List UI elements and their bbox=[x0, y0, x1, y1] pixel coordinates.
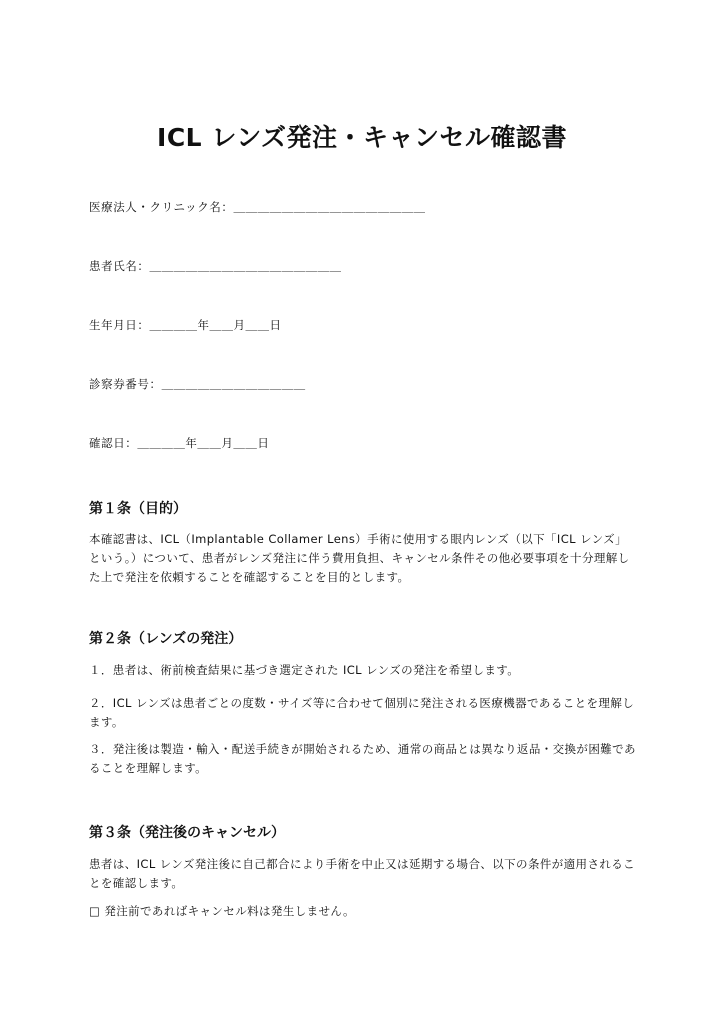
article-2-item-3: ３．発注後は製造・輸入・配送手続きが開始されるため、通常の商品とは異なり返品・交換が困難であることを理解します。 bbox=[89, 742, 636, 775]
field-label: 医療法人・クリニック名： bbox=[89, 200, 234, 214]
field-label: 確認日： bbox=[89, 436, 138, 450]
field-label: 患者氏名： bbox=[89, 259, 150, 273]
article-2-item-1: １．患者は、術前検査結果に基づき選定された ICL レンズの発注を希望します。 bbox=[89, 663, 520, 677]
document-title: ICL レンズ発注・キャンセル確認書 bbox=[157, 123, 567, 152]
field-blank: ＿＿＿＿年＿＿月＿＿日 bbox=[149, 318, 282, 332]
field-blank: ＿＿＿＿＿＿＿＿＿＿＿＿ bbox=[161, 377, 306, 391]
article-2-item-2: ２．ICL レンズは患者ごとの度数・サイズ等に合わせて個別に発注される医療機器であることを理解します。 bbox=[89, 696, 635, 729]
field-patient-card-number bbox=[89, 376, 306, 392]
article-2-heading: 第２条（レンズの発注） bbox=[89, 631, 243, 647]
field-confirmation-date bbox=[89, 435, 269, 451]
field-blank: ＿＿＿＿＿＿＿＿＿＿＿＿＿＿＿＿ bbox=[233, 200, 426, 214]
field-blank: ＿＿＿＿年＿＿月＿＿日 bbox=[137, 436, 270, 450]
field-blank: ＿＿＿＿＿＿＿＿＿＿＿＿＿＿＿＿ bbox=[149, 259, 342, 273]
field-label: 診察券番号： bbox=[89, 377, 162, 391]
field-label: 生年月日： bbox=[89, 318, 150, 332]
article-3-paragraph: 患者は、ICL レンズ発注後に自己都合により手術を中止又は延期する場合、以下の条件が適用されることを確認します。 bbox=[89, 857, 636, 890]
article-1-paragraph: 本確認書は、ICL（Implantable Collamer Lens）手術に使用する眼内レンズ（以下「ICL レンズ」という。）について、患者がレンズ発注に伴う費用負担、キャンセル条件その他必要事項を十分理解した上で発注を依頼することを確認することを目的とします。 bbox=[89, 532, 630, 584]
field-clinic-name bbox=[89, 199, 426, 215]
article-1-heading: 第１条（目的） bbox=[89, 501, 187, 517]
field-patient-name bbox=[89, 258, 342, 274]
article-3-checkbox-item: □ 発注前であればキャンセル料は発生しません。 bbox=[89, 904, 355, 918]
article-3-heading: 第３条（発注後のキャンセル） bbox=[89, 825, 285, 841]
field-birth-date bbox=[89, 317, 282, 333]
